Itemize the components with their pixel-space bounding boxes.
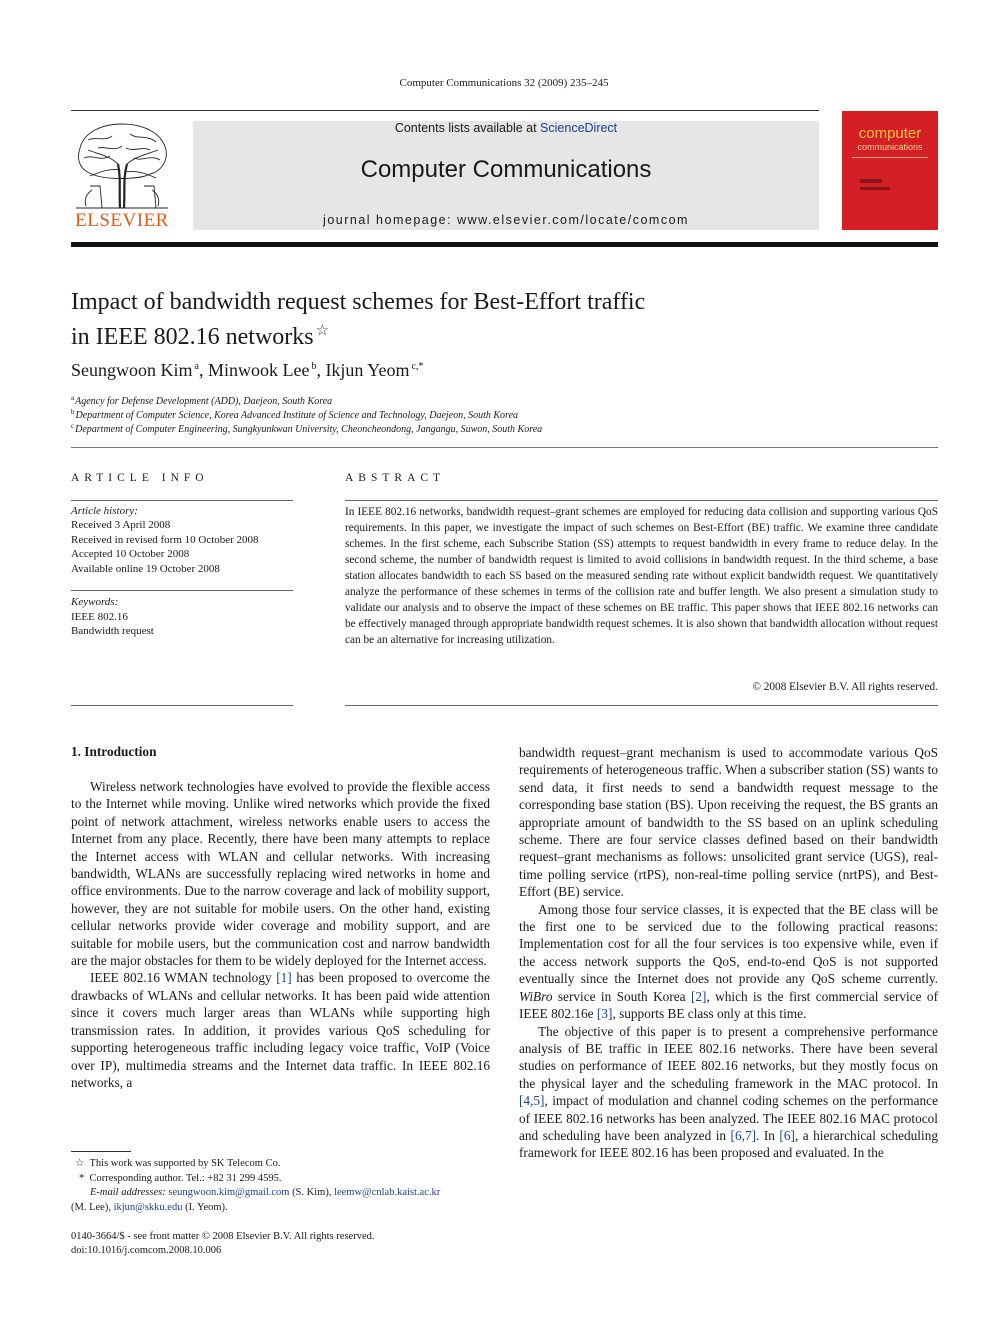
affiliation	[71, 394, 332, 407]
article-info-rule	[71, 500, 293, 501]
title-footnote-star[interactable]: ☆	[315, 323, 330, 339]
footnote-emails	[71, 1186, 490, 1201]
email-link[interactable]: ikjun@skku.edu	[113, 1201, 183, 1213]
email-owner: (I. Yeom).	[182, 1201, 228, 1213]
email-label: E-mail addresses:	[90, 1187, 166, 1198]
author-list	[71, 360, 423, 381]
footnote-text: Corresponding author. Tel.: +82 31 299 4595.	[89, 1172, 282, 1184]
footnote	[71, 1157, 490, 1172]
front-matter	[71, 1230, 374, 1258]
footnote-mark: ☆	[75, 1158, 85, 1169]
journal-name: Computer Communications	[360, 156, 652, 183]
paragraph-text: . In	[756, 1127, 780, 1143]
email-link[interactable]: seungwoon.kim@gmail.com	[168, 1187, 290, 1198]
author-name: Seungwoon Kim	[71, 360, 193, 380]
footnote-mark: *	[79, 1172, 85, 1184]
cover-title-word2: communications	[857, 142, 923, 152]
history-item: Received in revised form 10 October 2008	[71, 533, 259, 546]
affiliation-mark: b	[71, 408, 75, 416]
paragraph-text: The objective of this paper is to present a comprehensive performance analysis of BE traffic in IEEE 802.16 networks. There have been several studies on performance of IEEE 802.16 networks, but they mostly focus on the physical layer and the scheduling framework in the MAC protocol. In	[519, 1023, 938, 1091]
email-owner: (M. Lee),	[71, 1201, 114, 1213]
history-item: Available online 19 October 2008	[71, 562, 220, 575]
paragraph-text: service in South Korea	[552, 988, 691, 1004]
author-affil-mark: b	[311, 361, 317, 372]
reference-link[interactable]: [2]	[690, 988, 707, 1004]
affiliation-text: Agency for Defense Development (ADD), Daejeon, South Korea	[75, 396, 333, 407]
elsevier-wordmark: ELSEVIER	[75, 210, 169, 231]
body-column-left	[71, 778, 490, 1091]
author-name: Ikjun Yeom	[325, 360, 410, 380]
paragraph-italic: WiBro	[519, 988, 553, 1004]
author-separator: ,	[316, 360, 326, 380]
abstract-text: In IEEE 802.16 networks, bandwidth request–grant schemes are employed for reducing data collision and supporting various QoS requirements. In this paper, we investigate the impact of such schemes on Best-Effort (BE) traffic. We examine three candidate schemes. In the first scheme, each Subscribe Station (SS) attempts to request bandwidth in every frame to reduce delay. In the second scheme, the number of bandwidth request is limited to avoid collisions in bandwidth request. In the third scheme, a base station allocates bandwidth to each SS based on the measured sending rate without explicit bandwidth request. We quantitatively analyze the performance of these schemes in terms of the collision rate and buffer length. We also present a simulation study to validate our analysis and to observe the impact of these schemes on BE traffic. This paper shows that IEEE 802.16 networks can be effectively managed through appropriate bandwidth request schemes. It is also shown that bandwidth allocation without request can be an alternative for increasing utilization.	[345, 506, 938, 646]
contents-available-line	[193, 121, 819, 135]
abstract-bottom-rule	[345, 705, 938, 706]
affiliation-mark: c	[71, 422, 75, 430]
author-separator: ,	[198, 360, 208, 380]
affiliation-text: Department of Computer Engineering, Sungkyunkwan University, Cheoncheondong, Jangangu, Suwon, South Korea	[75, 424, 543, 435]
reference-link[interactable]: [3]	[596, 1006, 613, 1022]
title-line-2: in IEEE 802.16 networks	[71, 324, 314, 350]
footnotes	[71, 1157, 490, 1215]
keyword: Bandwidth request	[71, 625, 154, 637]
affiliation-text: Department of Computer Science, Korea Advanced Institute of Science and Technology, Daejeon, South Korea	[75, 410, 519, 421]
affiliation	[71, 408, 518, 421]
doi-line[interactable]: doi:10.1016/j.comcom.2008.10.006	[71, 1245, 222, 1256]
email-link[interactable]: leemw@cnlab.kaist.ac.kr	[334, 1187, 441, 1198]
article-info-bottom-rule	[71, 705, 293, 706]
history-item: Accepted 10 October 2008	[71, 548, 190, 560]
sciencedirect-link[interactable]: ScienceDirect	[540, 121, 618, 135]
keywords-label: Keywords:	[71, 596, 119, 608]
affiliation	[71, 422, 542, 435]
affiliation-mark: a	[71, 394, 75, 402]
footnote-emails-cont	[71, 1201, 490, 1216]
author-name: Minwook Lee	[207, 360, 310, 380]
header-top-rule	[71, 110, 819, 111]
cover-band	[852, 157, 928, 158]
email-owner: (S. Kim),	[289, 1187, 335, 1198]
footnote-text: This work was supported by SK Telecom Co.	[89, 1158, 281, 1169]
author-affil-mark: a	[194, 361, 199, 372]
cover-title-word1: computer	[858, 125, 922, 142]
paragraph	[519, 901, 938, 1023]
section-heading-introduction: 1. Introduction	[71, 744, 157, 759]
paragraph-text: has been proposed to overcome the drawbacks of WLANs and cellular networks. It has been paid wide attention since it covers much larger areas than WLANs while supporting high transmission rates. In addition, it provides various QoS scheduling for supporting heterogeneous traffic including legacy voice traffic, VoIP (Voice over IP), multimedia streams and the Internet data traffic. In IEEE 802.16 networks, a	[71, 970, 490, 1090]
article-title	[71, 288, 771, 352]
paragraph-text: , a hierarchical scheduling framework for IEEE 802.16 has been proposed and evaluated. In the	[519, 1127, 938, 1161]
paragraph	[519, 1023, 938, 1162]
paragraph-text: IEEE 802.16 WMAN technology	[90, 970, 277, 986]
reference-link[interactable]: [6]	[779, 1127, 795, 1143]
journal-homepage[interactable]: journal homepage: www.elsevier.com/locate/comcom	[323, 213, 689, 227]
paragraph-text: , supports BE class only at this time.	[612, 1006, 807, 1022]
reference-link[interactable]: [4,5]	[519, 1093, 545, 1109]
header-bottom-rule	[71, 242, 938, 247]
journal-citation: Computer Communications 32 (2009) 235–245	[399, 77, 609, 89]
contents-prefix: Contents lists available at	[394, 121, 541, 135]
author-affil-mark: c,*	[411, 361, 424, 372]
abstract-copyright: © 2008 Elsevier B.V. All rights reserved.	[752, 681, 938, 693]
paragraph: Wireless network technologies have evolved to provide the flexible access to the Internet while moving. Unlike wired networks which provide the fixed point of network attachment, wireless networks enable users to access the Internet from any place. Recently, there have been many attempts to replace the Internet access with WLAN and cellular networks. With increasing bandwidth, WLANs are successfully replacing wired networks in home and office environments. Due to the narrow coverage and lack of mobility support, however, they are not suitable for mobile users. On the other hand, existing cellular networks provide wider coverage and mobility support, and are suitable for mobile users, but the communication cost and narrow bandwidth are the major obstacles for them to be widely deployed for the Internet access.	[71, 779, 490, 969]
article-info-heading: ARTICLE INFO	[71, 472, 209, 484]
title-line-1: Impact of bandwidth request schemes for Best-Effort traffic	[71, 289, 646, 315]
paragraph: bandwidth request–grant mechanism is used to accommodate various QoS requirements of heterogeneous traffic. When a subscriber station (SS) wants to send data, it first needs to send a bandwidth request message to the corresponding base station (BS). Upon receiving the request, the BS grants an appropriate amount of bandwidth to the SS based on an uplink scheduling scheme. There are four service classes defined based on their bandwidth request–grant mechanisms as follows: unsolicited grant service (UGS), real-time polling service (rtPS), non-real-time polling service (nrtPS), and Best-Effort (BE) service.	[519, 745, 938, 900]
body-column-right	[519, 744, 938, 1162]
abstract-heading: ABSTRACT	[345, 472, 446, 484]
paragraph-text: , which is the first commercial service of IEEE 802.16e	[519, 988, 939, 1022]
paragraph-text: , impact of modulation and channel coding schemes on the performance of IEEE 802.16 networks has been analyzed. The IEEE 802.16 MAC protocol and scheduling have been analyzed in	[519, 1093, 938, 1143]
keywords-rule	[71, 590, 293, 591]
footnote	[71, 1172, 490, 1187]
keyword: IEEE 802.16	[71, 610, 128, 623]
footnote-rule	[71, 1151, 131, 1152]
abstract-rule	[345, 500, 938, 501]
paragraph	[71, 969, 490, 1091]
paragraph-text: Among those four service classes, it is expected that the BE class will be the first one to be serviced due to the following practical reasons: Implementation cost for all the four services is too expensive while, even if the access network supports the QoS, end-to-end QoS is not supported eventually since the Internet does not provide any QoS scheme currently.	[519, 901, 938, 987]
cover-mark	[860, 179, 882, 183]
elsevier-tree-logo	[70, 120, 174, 210]
reference-link[interactable]: [6,7]	[730, 1127, 757, 1143]
affiliations-rule	[71, 447, 938, 448]
history-label: Article history:	[71, 505, 138, 517]
reference-link[interactable]: [1]	[276, 970, 292, 986]
history-item: Received 3 April 2008	[71, 519, 171, 531]
journal-cover-thumbnail	[842, 111, 938, 230]
cover-mark-2	[860, 187, 890, 190]
issn-line: 0140-3664/$ - see front matter © 2008 Elsevier B.V. All rights reserved.	[71, 1231, 375, 1242]
